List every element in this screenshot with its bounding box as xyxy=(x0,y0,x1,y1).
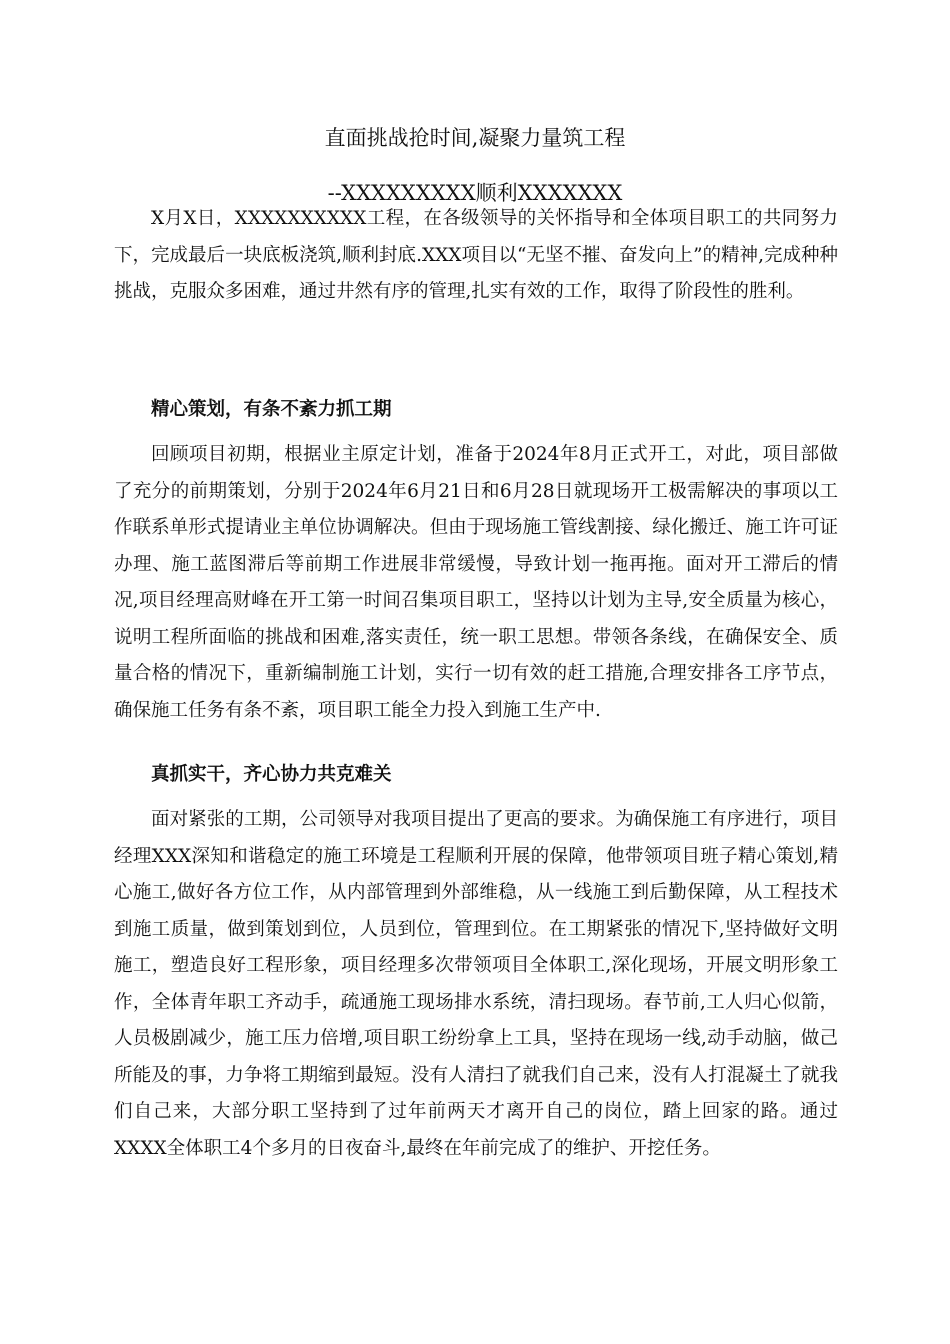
section-heading: 真抓实干，齐心协力共克难关 xyxy=(151,764,392,785)
section-paragraph: 回顾项目初期，根据业主原定计划，准备于2024年8月正式开工，对此，项目部做了充分的前期策划，分别于2024年6月21日和6月28日就现场开工极需解决的事项以工作联系单形式提请业主单位协调解决。但由于现场施工管线割接、绿化搬迁、施工许可证办理、施工蓝图滞后等前期工作进展非常缓慢，导致计划一拖再拖。面对开工滞后的情况,项目经理高财峰在开工第一时间召集项目职工，坚持以计划为主导,安全质量为核心，说明工程所面临的挑战和困难,落实责任，统一职工思想。带领各条线，在确保安全、质量合格的情况下，重新编制施工计划，实行一切有效的赶工措施,合理安排各工序节点，确保施工任务有条不紊，项目职工能全力投入到施工生产中. xyxy=(114,444,838,721)
section-heading: 精心策划，有条不紊力抓工期 xyxy=(151,399,392,420)
document-title: 直面挑战抢时间,凝聚力量筑工程 xyxy=(324,126,626,150)
section-paragraph: 面对紧张的工期，公司领导对我项目提出了更高的要求。为确保施工有序进行，项目经理XXX深知和谐稳定的施工环境是工程顺利开展的保障，他带领项目班子精心策划,精心施工,做好各方位工作，从内部管理到外部维稳，从一线施工到后勤保障，从工程技术到施工质量，做到策划到位，人员到位，管理到位。在工期紧张的情况下,坚持做好文明施工，塑造良好工程形象，项目经理多次带领项目全体职工,深化现场，开展文明形象工作，全体青年职工齐动手，疏通施工现场排水系统，清扫现场。春节前,工人归心似箭，人员极剧减少，施工压力倍增,项目职工纷纷拿上工具，坚持在现场一线,动手动脑，做己所能及的事，力争将工期缩到最短。没有人清扫了就我们自己来，没有人打混凝土了就我们自己来，大部分职工坚持到了过年前两天才离开自己的岗位，踏上回家的路。通过XXXX全体职工4个多月的日夜奋斗,最终在年前完成了的维护、开挖任务。 xyxy=(114,809,838,1159)
intro-paragraph: X月X日，XXXXXXXXXX工程，在各级领导的关怀指导和全体项目职工的共同努力下，完成最后一块底板浇筑,顺利封底.XXX项目以“无坚不摧、奋发向上”的精神,完成种种挑战，克服众多困难，通过井然有序的管理,扎实有效的工作，取得了阶段性的胜利。 xyxy=(114,208,838,302)
document-subtitle: --XXXXXXXXX顺利XXXXXXX xyxy=(327,181,623,205)
